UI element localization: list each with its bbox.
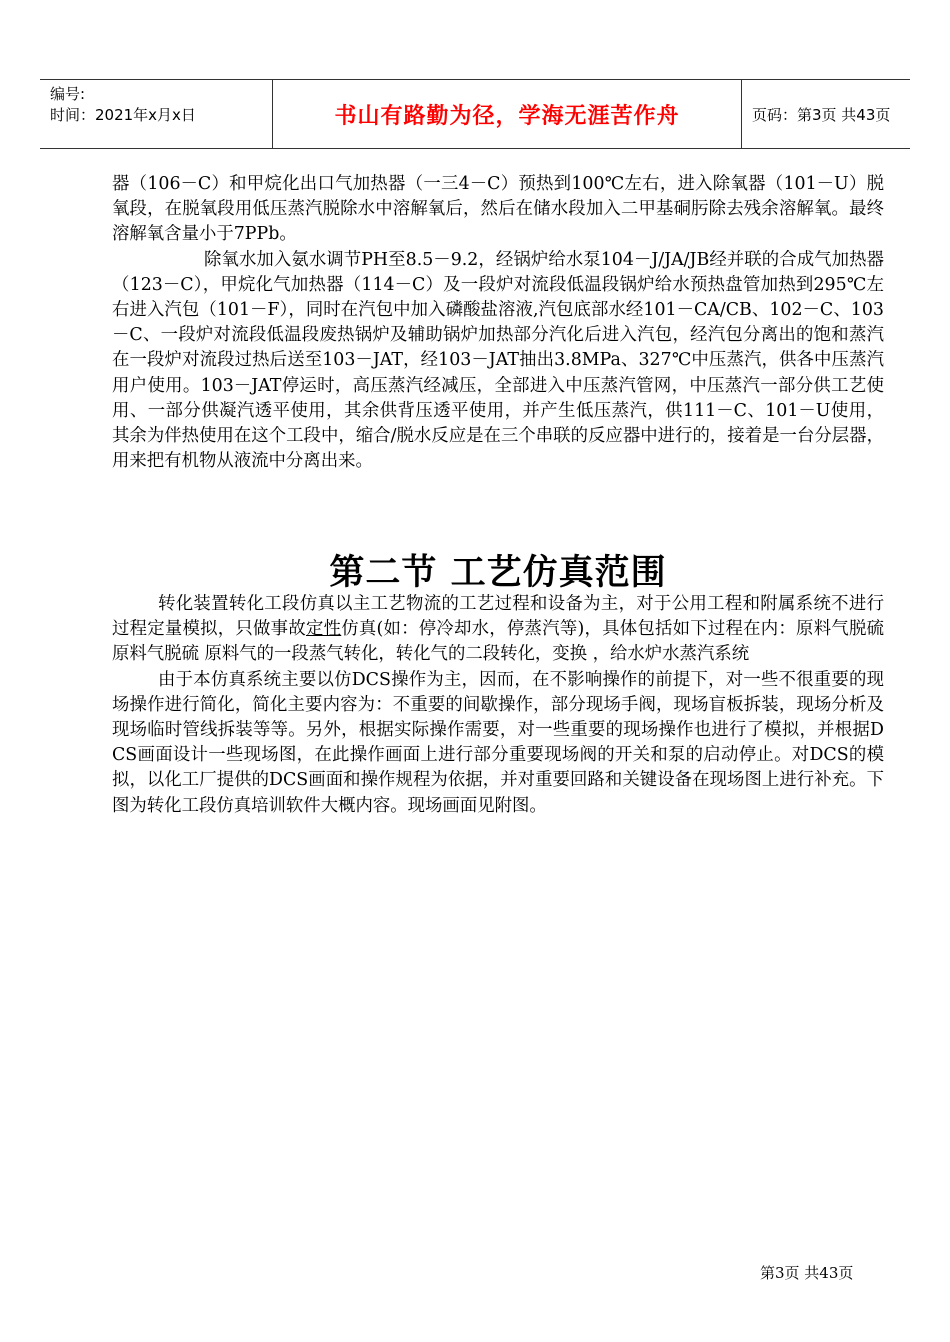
header-page-cell — [742, 80, 910, 148]
serial-label: 编号: — [50, 85, 86, 103]
header-motto-cell — [272, 80, 742, 148]
header-motto: 书山有路勤为径，学海无涯苦作舟 — [334, 103, 680, 129]
paragraph-3-part-b: 仿真(如：停冷却水，停蒸汽等)，具体包括如下过程在内：原料气脱硫原料气脱硫 原料气的一段蒸气转化，转化气的二段转化，变换 ，给水炉水蒸汽系统 — [112, 619, 884, 665]
header-table — [40, 79, 910, 149]
header-page-info: 页码：第3页 共43页 — [752, 105, 891, 124]
paragraph-3-part-a: 转化装置转化工段仿真以主工艺物流的工艺过程和设备为主，对于公用工程和附属系统不进行过程定量模拟，只做事故 — [112, 594, 884, 640]
paragraph-2: 除氧水加入氨水调节PH至8.5－9.2，经锅炉给水泵104－J/JA/JB经并联的合成气加热器（123－C），甲烷化气加热器（114－C）及一段炉对流段低温段锅炉给水预热盘管加热到295℃左右进入汽包（101－F），同时在汽包中加入磷酸盐溶液,汽包底部水经101－CA/CB、102－C、103－C、一段炉对流段低温段废热锅炉及辅助锅炉加热部分汽化后进入汽包，经汽包分离出的饱和蒸汽在一段炉对流段过热后送至103－JAT，经103－JAT抽出3.8MPa、327℃中压蒸汽，供各中压蒸汽用户使用。103－JAT停运时，高压蒸汽经减压，全部进入中压蒸汽管网，中压蒸汽一部分供工艺使用、一部分供凝汽透平使用，其余供背压透平使用，并产生低压蒸汽，供111－C、101－U使用，其余为伴热使用在这个工段中，缩合/脱水反应是在三个串联的反应器中进行的，接着是一台分层器，用来把有机物从液流中分离出来。 — [112, 249, 884, 472]
paragraph-4: 由于本仿真系统主要以仿DCS操作为主，因而，在不影响操作的前提下，对一些不很重要的现场操作进行简化，简化主要内容为：不重要的间歇操作，部分现场手阀，现场盲板拆装，现场分析及现场临时管线拆装等等。另外，根据实际操作需要，对一些重要的现场操作也进行了模拟，并根据DCS画面设计一些现场图，在此操作画面上进行部分重要现场阀的开关和泵的启动停止。对DCS的模拟，以化工厂提供的DCS画面和操作规程为依据，并对重要回路和关键设备在现场图上进行补充。下图为转化工段仿真培训软件大概内容。现场画面见附图。 — [112, 669, 884, 816]
document-body — [112, 172, 884, 816]
section-title: 第二节 工艺仿真范围 — [329, 553, 667, 593]
paragraph-3 — [112, 592, 884, 668]
section-2-body — [112, 592, 884, 819]
header-meta-cell — [40, 80, 272, 148]
paragraph-1: 器（106－C）和甲烷化出口气加热器（一三4－C）预热到100℃左右，进入除氧器（101－U）脱氧段，在脱氧段用低压蒸汽脱除水中溶解氧后，然后在储水段加入二甲基硐肟除去残余溶解氧。最终溶解氧含量小于7PPb。 — [112, 174, 884, 245]
paragraph-3-underlined: 定性 — [305, 619, 342, 640]
footer-page-info: 第3页 共43页 — [760, 1264, 854, 1282]
time-label: 时间：2021年x月x日 — [50, 106, 196, 124]
